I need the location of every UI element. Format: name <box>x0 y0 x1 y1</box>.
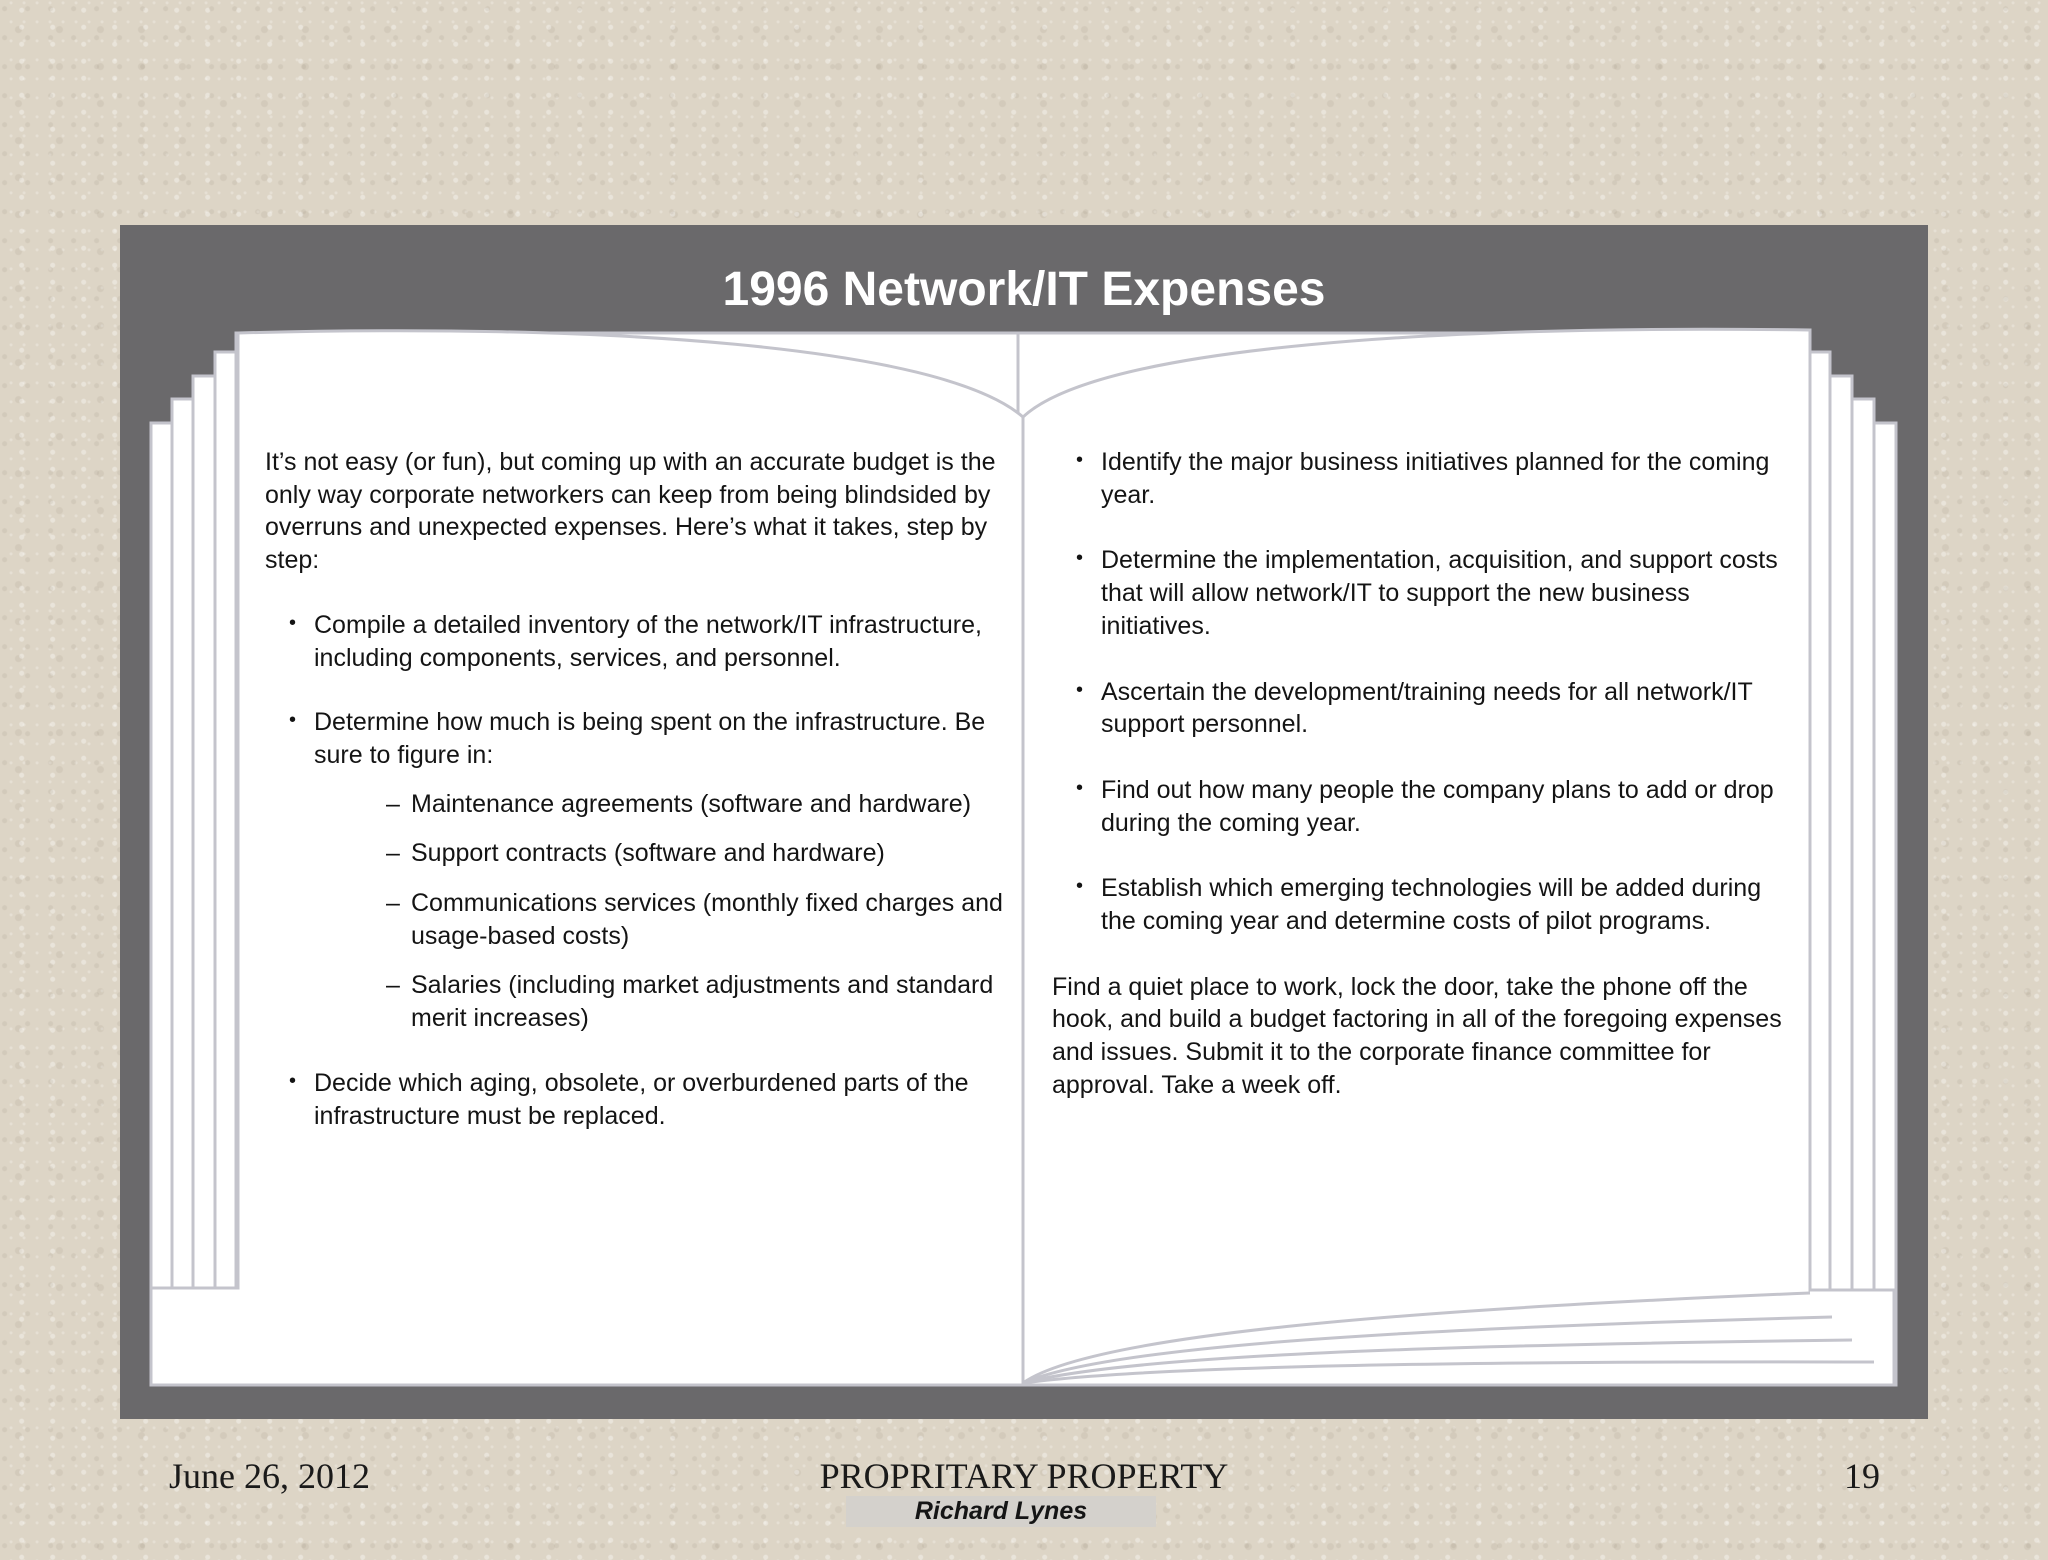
list-item: • Determine the implementation, acquisition, and support costs that will allow network/IT to support the new business initiatives. <box>1052 544 1782 642</box>
sub-item-list <box>314 788 1005 1035</box>
list-item <box>265 1067 1005 1132</box>
left-page-content <box>265 446 1005 1132</box>
list-item: • Establish which emerging technologies will be added during the coming year and determine costs of pilot programs. <box>1052 872 1782 937</box>
closing-paragraph: Find a quiet place to work, lock the door, take the phone off the hook, and build a budget factoring in all of the foregoing expenses and issues. Submit it to the corporate finance committee for approval. Take a week off. <box>1052 972 1782 1099</box>
sub-list-item: – Salaries (including market adjustments and standard merit increases) <box>314 969 1005 1034</box>
list-item: • Ascertain the development/training needs for all network/IT support personnel. <box>1052 676 1782 741</box>
right-page-content <box>1052 446 1782 1102</box>
bullet-text: Determine how much is being spent on the infrastructure. Be sure to figure in: <box>314 708 986 769</box>
sub-list-item: – Communications services (monthly fixed charges and usage-based costs) <box>314 887 1005 952</box>
list-item: • Identify the major business initiatives planned for the coming year. <box>1052 446 1782 511</box>
intro-paragraph: It’s not easy (or fun), but coming up with an accurate budget is the only way corporate networkers can keep from being blindsided by overruns and unexpected expenses. Here’s what it takes, step by step: <box>265 448 996 575</box>
list-item <box>265 706 1005 1035</box>
author-label: Richard Lynes <box>846 1496 1156 1527</box>
bullet-text: Compile a detailed inventory of the network/IT infrastructure, including components, services, and personnel. <box>314 610 982 672</box>
list-item: • Find out how many people the company plans to add or drop during the coming year. <box>1052 774 1782 839</box>
footer-proprietary-notice: PROPRITARY PROPERTY <box>819 1456 1229 1496</box>
sub-list-item: – Maintenance agreements (software and hardware) <box>314 788 1005 821</box>
footer-date: June 26, 2012 <box>169 1456 370 1496</box>
bullet-text: Decide which aging, obsolete, or overburdened parts of the infrastructure must be replaced. <box>314 1068 969 1130</box>
sub-list-item: – Support contracts (software and hardware) <box>314 837 1005 870</box>
right-bullet-list <box>1052 446 1782 938</box>
list-item <box>265 609 1005 674</box>
left-bullet-list <box>265 609 1005 1132</box>
slide-page-number: 19 <box>1844 1456 1880 1496</box>
slide-title: 1996 Network/IT Expenses <box>722 263 1326 316</box>
